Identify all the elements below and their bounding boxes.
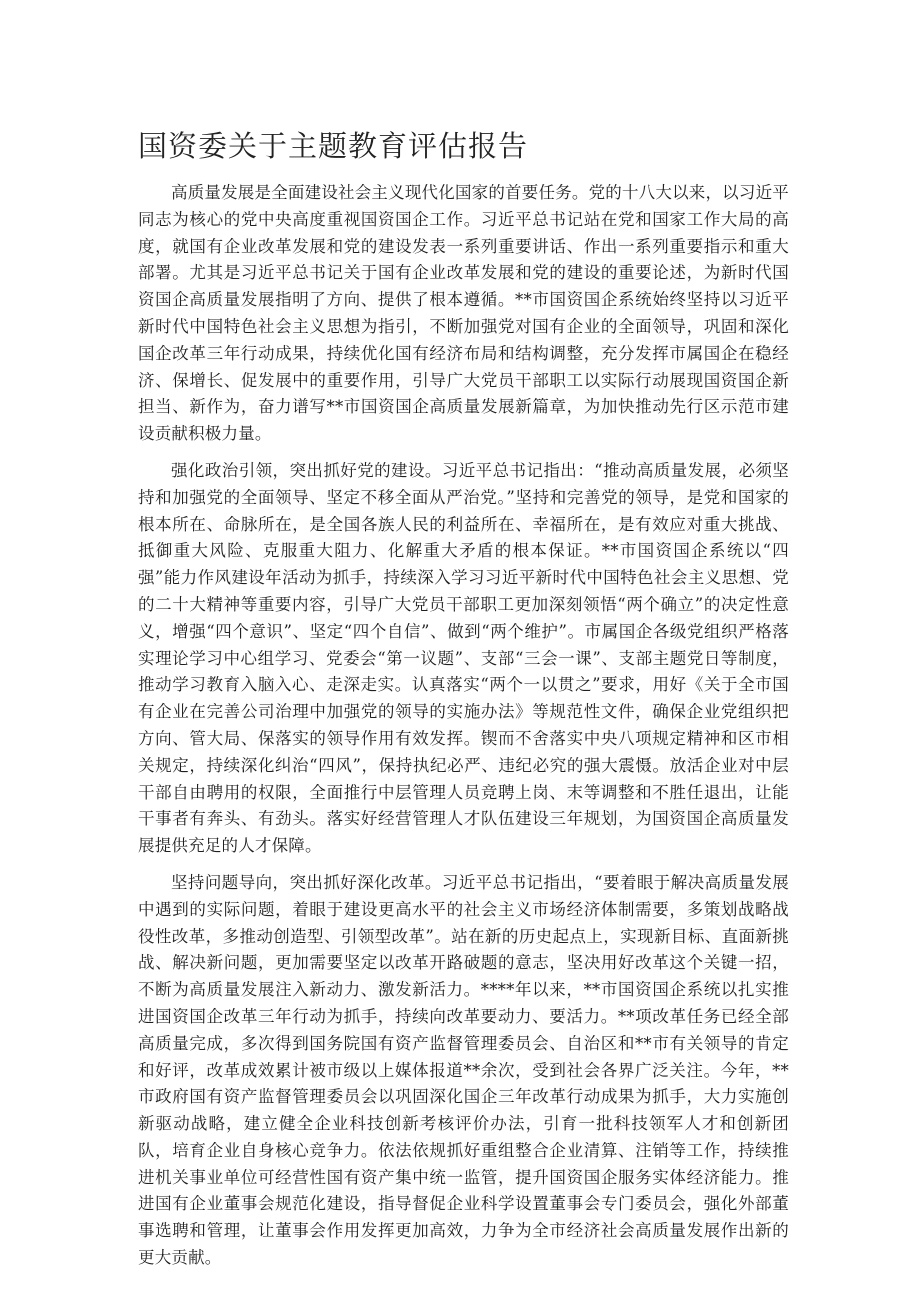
- paragraph-1: 高质量发展是全面建设社会主义现代化国家的首要任务。党的十八大以来，以习近平同志为核心的党中央高度重视国资国企工作。习近平总书记站在党和国家工作大局的高度，就国有企业改革发展和党的建设发表一系列重要讲话、作出一系列重要指示和重大部署。尤其是习近平总书记关于国有企业改革发展和党的建设的重要论述，为新时代国资国企高质量发展指明了方向、提供了根本遵循。**市国资国企系统始终坚持以习近平新时代中国特色社会主义思想为指引，不断加强党对国有企业的全面领导，巩固和深化国企改革三年行动成果，持续优化国有经济布局和结构调整，充分发挥市属国企在稳经济、保增长、促发展中的重要作用，引导广大党员干部职工以实际行动展现国资国企新担当、新作为，奋力谱写**市国资国企高质量发展新篇章，为加快推动先行区示范市建设贡献积极力量。: [138, 183, 789, 444]
- paragraph-2: 强化政治引领，突出抓好党的建设。习近平总书记指出：“推动高质量发展，必须坚持和加强党的全面领导、坚定不移全面从严治党。”坚持和完善党的领导，是党和国家的根本所在、命脉所在，是全国各族人民的利益所在、幸福所在，是有效应对重大挑战、抵御重大风险、克服重大阻力、化解重大矛盾的根本保证。**市国资国企系统以“四强”能力作风建设年活动为抓手，持续深入学习习近平新时代中国特色社会主义思想、党的二十大精神等重要内容，引导广大党员干部职工更加深刻领悟“两个确立”的决定性意义，增强“四个意识”、坚定“四个自信”、做到“两个维护”。市属国企各级党组织严格落实理论学习中心组学习、党委会“第一议题”、支部“三会一课”、支部主题党日等制度，推动学习教育入脑入心、走深走实。认真落实“两个一以贯之”要求，用好《关于全市国有企业在完善公司治理中加强党的领导的实施办法》等规范性文件，确保企业党组织把方向、管大局、保落实的领导作用有效发挥。锲而不舍落实中央八项规定精神和区市相关规定，持续深化纠治“四风”，保持执纪必严、违纪必究的强大震慑。放活企业对中层干部自由聘用的权限，全面推行中层管理人员竞聘上岗、末等调整和不胜任退出，让能干事者有奔头、有劲头。落实好经营管理人才队伍建设三年规划，为国资国企高质量发展提供充足的人才保障。: [138, 460, 789, 856]
- document-body: [138, 180, 789, 1282]
- paragraph-3: 坚持问题导向，突出抓好深化改革。习近平总书记指出，“要着眼于解决高质量发展中遇到的实际问题，着眼于建设更高水平的社会主义市场经济体制需要，多策划战略战役性改革，多推动创造型、引领型改革”。站在新的历史起点上，实现新目标、直面新挑战、解决新问题，更加需要坚定以改革开路破题的意志，坚决用好改革这个关键一招，不断为高质量发展注入新动力、激发新活力。****年以来，**市国资国企系统以扎实推进国资国企改革三年行动为抓手，持续向改革要动力、要活力。**项改革任务已经全部高质量完成，多次得到国务院国有资产监督管理委员会、自治区和**市有关领导的肯定和好评，改革成效累计被市级以上媒体报道**余次，受到社会各界广泛关注。今年，**市政府国有资产监督管理委员会以巩固深化国企三年改革行动成果为抓手，大力实施创新驱动战略，建立健全企业科技创新考核评价办法，引育一批科技领军人才和创新团队，培育企业自身核心竞争力。依法依规抓好重组整合企业清算、注销等工作，持续推进机关事业单位可经营性国有资产集中统一监管，提升国资国企服务实体经济能力。推进国有企业董事会规范化建设，指导督促企业科学设置董事会专门委员会，强化外部董事选聘和管理，让董事会作用发挥更加高效，力争为全市经济社会高质量发展作出新的更大贡献。: [138, 872, 789, 1268]
- document-title: 国资委关于主题教育评估报告: [138, 129, 529, 163]
